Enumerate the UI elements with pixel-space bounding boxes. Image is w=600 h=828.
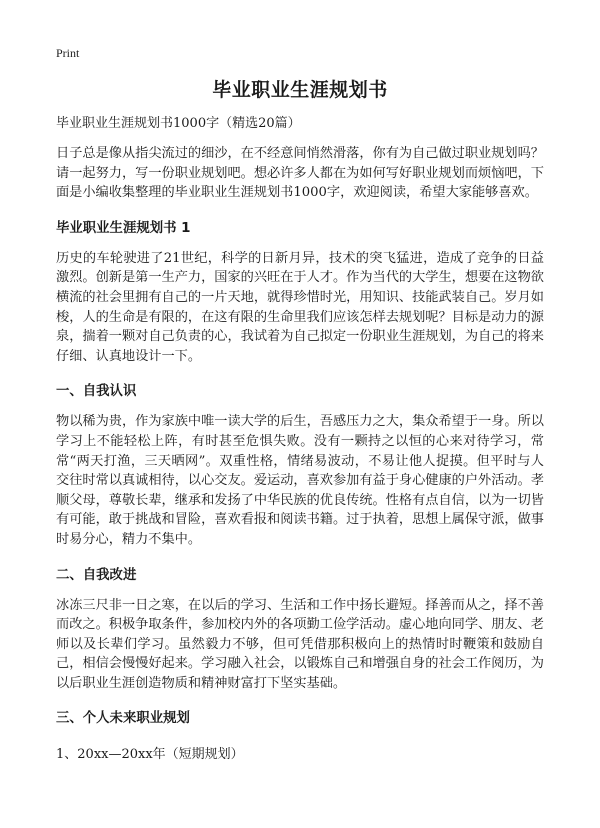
document-title: 毕业职业生涯规划书 (212, 79, 388, 101)
print-link[interactable]: Print (56, 46, 80, 60)
list-item-short-term-plan: 1、20xx—20xx年（短期规划） (56, 747, 244, 763)
section-body-self-knowledge: 物以稀为贵，作为家族中唯一读大学的后生，吾感压力之大，集众希望于一身。所以学习上不能轻松上阵，有时甚至危惧失败。没有一颗持之以恒的心来对待学习，常常“两天打渔，三天晒网”。双重性格，情绪易波动，不易让他人捉摸。但平时与人交往时常以真诚相待，以心交友。爱运动，喜欢参加有益于身心健康的户外活动。孝顺父母，尊敬长辈，继承和发扬了中华民族的优良传统。性格有点自信，以为一切皆有可能，敢于挑战和冒险，喜欢看报和阅读书籍。过于执着，思想上属保守派，做事时易分心，精力不集中。 (56, 414, 544, 547)
section-heading-career-plan: 三、个人未来职业规划 (56, 711, 190, 727)
intro-paragraph: 日子总是像从指尖流过的细沙，在不经意间悄然滑落，你有为自己做过职业规划吗？请一起努力，写一份职业规划吧。想必许多人都在为如何写好职业规划而烦恼吧，下面是小编收集整理的毕业职业生涯规划书1000字，欢迎阅读，希望大家能够喜欢。 (56, 146, 544, 201)
section-heading-plan-1: 毕业职业生涯规划书 1 (56, 220, 191, 236)
section-heading-self-improvement: 二、自我改进 (56, 567, 137, 583)
section-body-self-improvement: 冰冻三尺非一日之寒，在以后的学习、生活和工作中扬长避短。择善而从之，择不善而改之。积极争取条件，参加校内外的各项勤工俭学活动。虚心地向同学、朋友、老师以及长辈们学习。虽然毅力不够，但可凭借那积极向上的热情时时鞭策和鼓励自己，相信会慢慢好起来。学习融入社会，以锻炼自己和增强自身的社会工作阅历，为以后职业生涯创造物质和精神财富打下坚实基础。 (56, 597, 544, 691)
section-body-plan-1: 历史的车轮驶进了21世纪，科学的日新月异，技术的突飞猛进，造成了竞争的日益激烈。创新是第一生产力，国家的兴旺在于人才。作为当代的大学生，想要在这物欲横流的社会里拥有自己的一片天地，就得珍惜时光，用知识、技能武装自己。岁月如梭，人的生命是有限的，在这有限的生命里我们应该怎样去规划呢？目标是动力的源泉，揣着一颗对自己负责的心，我试着为自己拟定一份职业生涯规划，为自己的将来仔细、认真地设计一下。 (56, 250, 544, 364)
document-subtitle: 毕业职业生涯规划书1000字（精选20篇） (56, 116, 301, 131)
section-heading-self-knowledge: 一、自我认识 (56, 384, 137, 400)
